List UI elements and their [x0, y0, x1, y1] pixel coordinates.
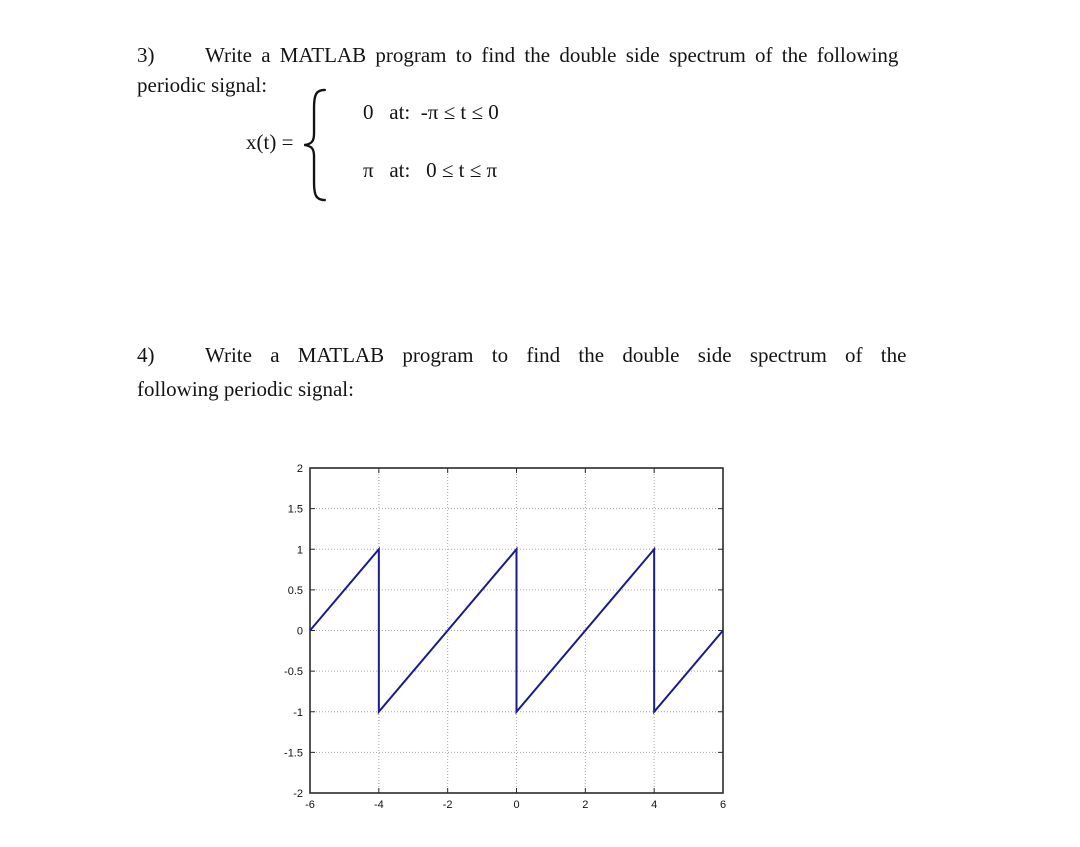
question-4-number: 4): [137, 343, 155, 367]
y-tick-label: -0.5: [284, 666, 303, 679]
left-curly-brace-icon: [300, 87, 332, 203]
y-tick-label: 0.5: [287, 584, 303, 597]
y-tick-label: 1.5: [287, 503, 303, 516]
y-tick-label: 2: [296, 463, 303, 475]
x-tick-label: -6: [305, 799, 315, 811]
left-curly-brace-svg: [300, 87, 332, 203]
x-tick-label: 0: [513, 799, 520, 811]
sawtooth-figure: [270, 450, 750, 822]
formula-case-2: π at: 0 ≤ t ≤ π: [363, 158, 498, 182]
y-tick-label: 0: [296, 625, 303, 638]
question-4-text-line-2: following periodic signal:: [137, 377, 354, 401]
formula-lhs: x(t) =: [246, 130, 294, 154]
y-tick-label: 1: [296, 544, 303, 557]
x-tick-label: 6: [719, 799, 727, 811]
x-tick-label: 4: [651, 799, 658, 811]
x-tick-label: 2: [582, 799, 589, 811]
y-tick-label: -1.5: [284, 747, 303, 760]
sawtooth-plot-canvas: [270, 450, 750, 822]
x-tick-label: -2: [442, 799, 453, 811]
question-3-text-line-1: Write a MATLAB program to find the double side spectrum of the following: [205, 43, 899, 67]
y-tick-label: -1: [293, 706, 303, 719]
question-4-text-line-1: Write a MATLAB program to find the double side spectrum of the: [205, 343, 907, 367]
x-tick-label: -4: [373, 799, 384, 811]
question-3-text-line-2: periodic signal:: [137, 73, 268, 97]
y-tick-label: -2: [293, 788, 303, 800]
formula-case-1: 0 at: -π ≤ t ≤ 0: [363, 100, 499, 124]
question-3-number: 3): [137, 43, 155, 67]
